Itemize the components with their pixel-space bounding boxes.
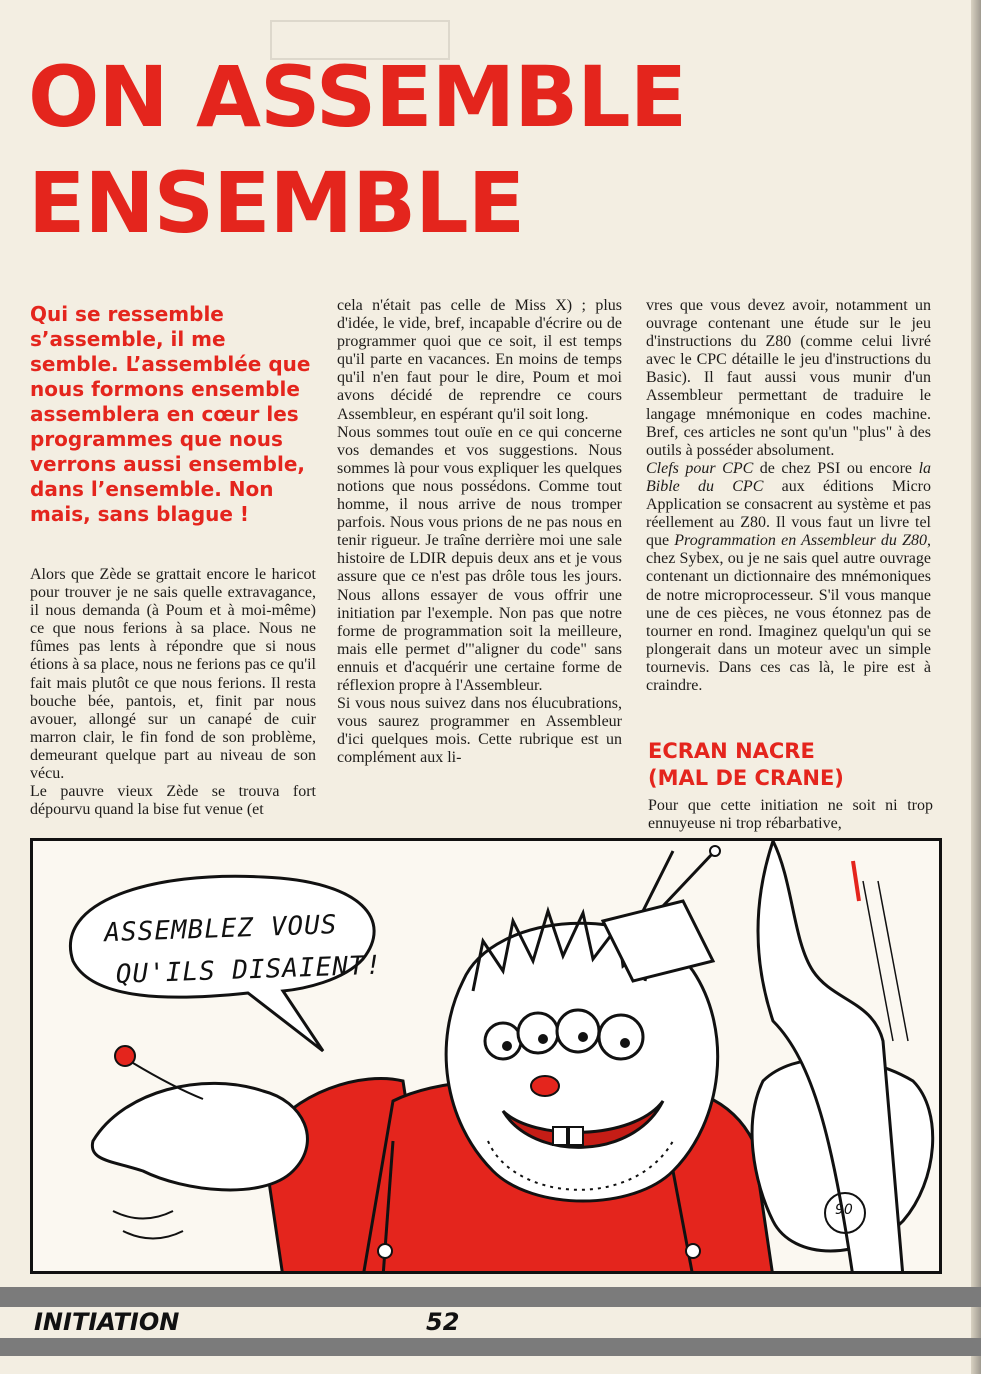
cartoon-illustration: [30, 838, 942, 1274]
eye: [518, 1013, 558, 1053]
nose: [531, 1076, 559, 1096]
paragraph: Alors que Zède se grattait encore le haricot pour trouver je ne sais quelle extravagance, il nous demanda (à Poum et à moi-même) ce que nous ferions à sa place. Nous ne fûmes pas lents à répondre que si nous étions à sa place, nous ne ferions pas ce qu'il fait mais plutôt ce que nous ferions. Il resta bouche bée, pantois, et, finit par nous avouer, allongé sur un canapé de cuir marron clair, le fin fond de son problème, demeurant quelque part au niveau de son vécu.: [30, 566, 316, 783]
paragraph-text: , chez Sybex, ou je ne sais quel autre ouvrage contenant un dictionnaire des mnémoniques de notre microprocesseur. S'il vous manque une de ces pièces, ne vous étonnez pas de tourner en rond. Imaginez quelqu'un qui se plongerait dans un moteur avec un simple tournevis. Dans ces cas là, le pire est à craindre.: [646, 532, 931, 694]
eye: [485, 1023, 521, 1059]
page-number: 52: [426, 1308, 460, 1336]
paragraph-text: de chez PSI ou encore: [753, 459, 919, 477]
footer-band-bottom: [0, 1338, 981, 1356]
book-title: Clefs pour CPC: [646, 459, 754, 477]
motion-lines: [113, 1211, 183, 1239]
speech-line-2: QU'ILS DISAIENT!: [115, 950, 383, 990]
pupil: [620, 1038, 630, 1048]
section-subheading: [648, 738, 933, 792]
tooth: [553, 1127, 567, 1145]
rivet: [378, 1244, 392, 1258]
subheading-line-2: (MAL DE CRANE): [648, 766, 844, 790]
paragraph: Nous sommes tout ouïe en ce qui concerne vos demandes et vos suggestions. Nous sommes là pour vous expliquer les quelques notions que nous possédons. Comme tout homme, il nous arrive de nous tromper parfois. Nous vous prions de ne pas nous en tenir rigueur. Je traîne derrière moi une sale histoire de LDIR depuis deux ans et je vous assure que ce n'est pas drôle tous les jours. Nous allons essayer de vous offrir une initiation par l'exemple. Non pas que notre forme de programmation soit la meilleure, mais elle permet d'"aligner du code" sans ennuis et d'acquérir une certaine forme de réflexion propre à l'Assembleur.: [337, 423, 622, 694]
paragraph: Si vous nous suivez dans nos élucubrations, vous saurez programmer en Assembleur d'ici quelques mois. Cette rubrique est un complément aux li-: [337, 695, 622, 767]
rivet: [686, 1244, 700, 1258]
article-title: [28, 44, 687, 256]
book-title: Programmation en Assembleur du Z80: [674, 532, 927, 550]
pupil: [538, 1034, 548, 1044]
paragraph: vres que vous devez avoir, notamment un ouvrage contenant une étude sur le jeu d'instructions du Z80 (comme celui livré avec le CPC détaille le jeu d'instructions du Basic). Il faut aussi vous munir d'un Assembleur permettant de traduire le langage mnémonique en codes machine. Bref, ces articles ne sont qu'un "plus" à des outils à posséder absolument.: [646, 297, 931, 459]
red-accent: [853, 861, 859, 901]
pupil: [578, 1032, 588, 1042]
speech-line-1: ASSEMBLEZ VOUS: [103, 910, 338, 949]
left-hand: [92, 1083, 307, 1190]
paragraph: Le pauvre vieux Zède se trouva fort dépourvu quand la bise fut venue (et: [30, 783, 316, 819]
antenna: [663, 853, 713, 906]
speech-bubble-text: [104, 902, 407, 996]
pupil: [502, 1041, 512, 1051]
article-lead: Qui se ressemble s’assemble, il me semble. L’assemblée que nous formons ensemble assemblera en cœur les programmes que nous verrons aussi ensemble, dans l’ensemble. Non mais, sans blague !: [30, 302, 311, 526]
section-label: INITIATION: [34, 1308, 180, 1336]
leg-hatching: [878, 881, 908, 1041]
artist-signature: 90: [835, 1202, 853, 1218]
footer-band-top: [0, 1287, 981, 1307]
title-line-1: ON ASSEMBLE: [28, 48, 687, 146]
text-column-3: [646, 297, 931, 695]
text-column-2: [337, 297, 622, 767]
eye: [557, 1010, 599, 1052]
paragraph-text: aux éditions Micro Application se consacrent au système et pas réellement au Z80. Il vous faut un livre tel que: [646, 477, 931, 550]
title-line-2: ENSEMBLE: [28, 154, 525, 252]
paragraph: cela n'était pas celle de Miss X) ; plus d'idée, le vide, bref, incapable d'écrire ou de programmer quoi que ce soit, il est temps qu'il parte en vacances. En moins de temps qu'il n'en faut pour le dire, Poum et moi avons décidé de reprendre ce cours Assembleur, en espérant qu'il soit long.: [337, 297, 622, 423]
eye: [599, 1015, 643, 1059]
page-edge: [971, 0, 981, 1374]
cartoon-drawing: [33, 841, 942, 1274]
text-column-1: [30, 566, 316, 819]
subheading-line-1: ECRAN NACRE: [648, 739, 815, 763]
flower: [115, 1046, 135, 1066]
tooth: [569, 1127, 583, 1145]
antenna-tip: [710, 846, 720, 856]
paragraph: [646, 460, 931, 695]
book-title: la Bible du CPC: [646, 459, 932, 495]
paragraph: Pour que cette initiation ne soit ni trop ennuyeuse ni trop rébarbative,: [648, 797, 933, 833]
text-column-4: [648, 797, 933, 833]
